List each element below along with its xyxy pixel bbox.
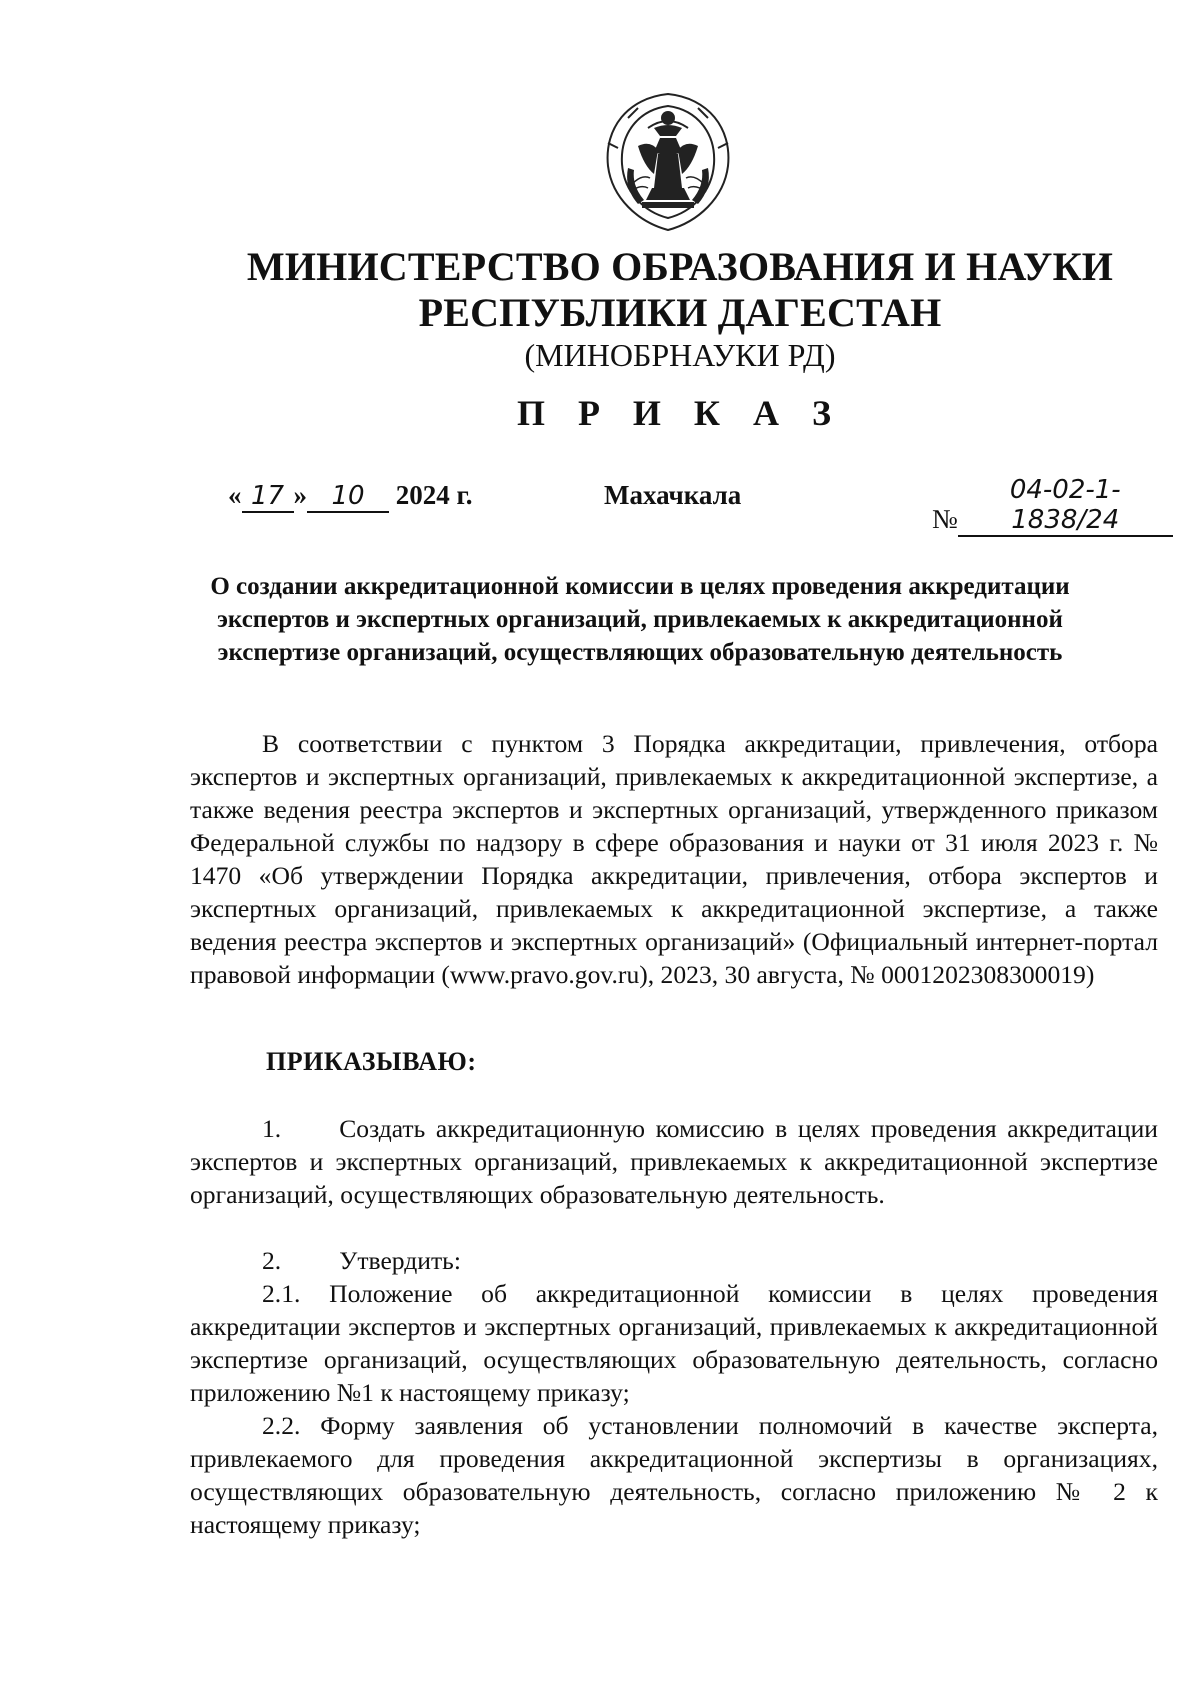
order-month: 10 xyxy=(307,481,389,513)
ministry-abbreviation: (МИНОБРНАУКИ РД) xyxy=(524,337,836,373)
order-city: Махачкала xyxy=(604,480,742,510)
item-1-number: 1. xyxy=(262,1114,282,1143)
item-2-number: 2. xyxy=(262,1246,282,1275)
item-2-2: 2.2. Форму заявления об установлении полномочий в качестве эксперта, привлекаемого для проведения аккредитационной экспертизы в организациях, осуществляющих образовательную деятельность, согласно приложению № 2 к настоящему приказу; xyxy=(190,1411,1158,1539)
quote-close: » xyxy=(293,480,307,510)
order-year: 2024 г. xyxy=(395,480,473,510)
order-number-value: 04-02-1-1838/24 xyxy=(958,475,1173,537)
item-1-text: Создать аккредитационную комиссию в целях проведения аккредитации экспертов и экспертных организаций, привлекаемых к аккредитационной экспертизе организаций, осуществляющих образовательную деятельность. xyxy=(190,1114,1158,1209)
emblem-icon xyxy=(598,88,738,238)
item-2 xyxy=(262,1244,562,1277)
order-subject: О создании аккредитационной комиссии в целях проведения аккредитации экспертов и экспертных организаций, привлекаемых к аккредитационной экспертизе организаций, осуществляющих образовательную деятельность xyxy=(210,573,1070,666)
quote-open: « xyxy=(228,480,242,510)
ministry-name-line2: РЕСПУБЛИКИ ДАГЕСТАН xyxy=(418,290,942,335)
document-type-title: П Р И К А З xyxy=(516,393,844,433)
order-number-prefix: № xyxy=(932,504,958,534)
decree-heading: ПРИКАЗЫВАЮ: xyxy=(266,1047,477,1076)
item-1 xyxy=(190,1112,1158,1211)
order-date xyxy=(228,475,472,515)
order-day: 17 xyxy=(242,481,294,513)
item-2-text: Утвердить: xyxy=(339,1246,461,1275)
preamble-paragraph: В соответствии с пунктом 3 Порядка аккредитации, привлечения, отбора экспертов и экспертных организаций, привлекаемых к аккредитационной экспертизе, а также ведения реестра экспертов и экспертных организаций, утвержденного приказом Федеральной службы по надзору в сфере образования и науки от 31 июля 2023 г. № 1470 «Об утверждении Порядка аккредитации, привлечения, отбора экспертов и экспертных организаций, привлекаемых к аккредитационной экспертизе, а также ведения реестра экспертов и экспертных организаций» (Официальный интернет-портал правовой информации (www.pravo.gov.ru), 2023, 30 августа, № 0001202308300019) xyxy=(190,729,1158,989)
ministry-name-line1: МИНИСТЕРСТВО ОБРАЗОВАНИЯ И НАУКИ xyxy=(246,244,1114,289)
order-number xyxy=(932,475,1173,539)
item-2-1: 2.1. Положение об аккредитационной комиссии в целях проведения аккредитации экспертов и экспертных организаций, привлекаемых к аккредитационной экспертизе организаций, осуществляющих образовательную деятельность, согласно приложению №1 к настоящему приказу; xyxy=(190,1279,1158,1407)
